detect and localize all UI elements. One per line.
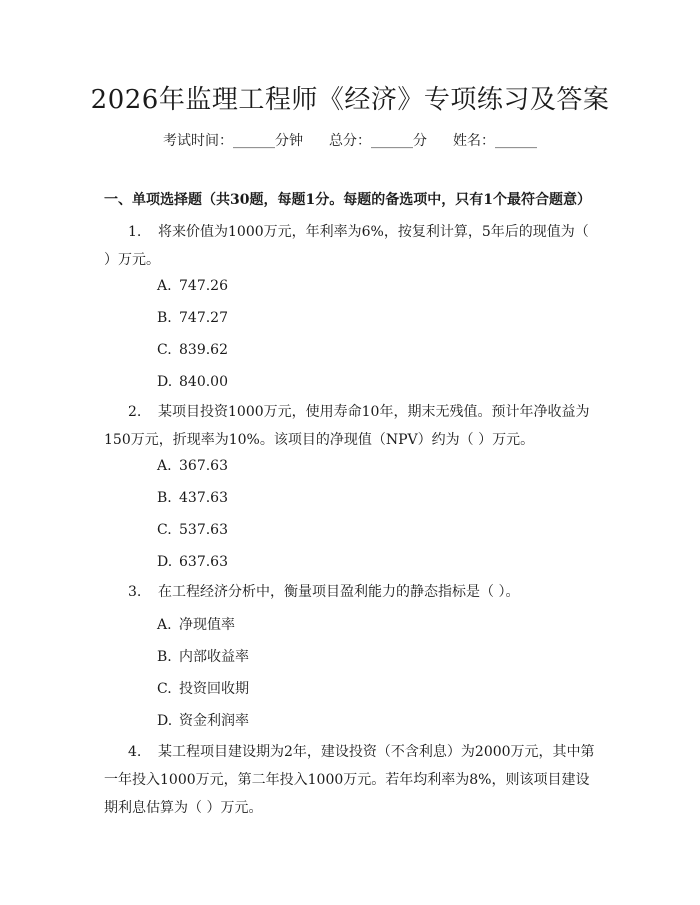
question-3-option-a (157, 615, 235, 635)
option-letter: C. (157, 342, 172, 358)
option-text: 437.63 (179, 490, 228, 506)
document-title: 2026年监理工程师《经济》专项练习及答案 (90, 85, 610, 115)
question-text: 某项目投资1000万元，使用寿命10年，期末无残值。预计年净收益为150万元，折现率为10%。该项目的净现值（NPV）约为（ ）万元。 (104, 404, 590, 448)
question-2-option-b (157, 488, 228, 508)
option-letter: C. (157, 681, 172, 697)
option-letter: D. (157, 713, 173, 729)
option-text: 资金利润率 (179, 713, 249, 729)
question-text: 在工程经济分析中，衡量项目盈利能力的静态指标是（ ）。 (158, 584, 520, 600)
question-3 (104, 578, 596, 606)
question-3-option-c (157, 679, 249, 699)
question-number: 2. (128, 404, 142, 420)
question-3-option-b (157, 647, 249, 667)
option-letter: A. (157, 617, 172, 633)
question-number: 4. (128, 744, 142, 760)
option-letter: B. (157, 310, 172, 326)
question-1-option-b (157, 308, 228, 328)
option-text: 840.00 (179, 374, 228, 390)
option-text: 747.26 (179, 278, 228, 294)
question-1-option-a (157, 276, 228, 296)
question-4 (104, 738, 596, 822)
option-text: 投资回收期 (179, 681, 249, 697)
option-letter: C. (157, 522, 172, 538)
question-2-option-d (157, 552, 228, 572)
total-score-field: 总分：______分 (329, 133, 427, 149)
option-letter: A. (157, 458, 172, 474)
option-text: 637.63 (179, 554, 228, 570)
option-letter: D. (157, 554, 173, 570)
exam-time-field: 考试时间：______分钟 (163, 133, 303, 149)
question-text: 某工程项目建设期为2年，建设投资（不含利息）为2000万元，其中第一年投入1000万元，第二年投入1000万元。若年均利率为8%，则该项目建设期利息估算为（ ）万元。 (104, 744, 595, 816)
question-1 (104, 218, 596, 274)
option-letter: A. (157, 278, 172, 294)
option-text: 537.63 (179, 522, 228, 538)
option-text: 367.63 (179, 458, 228, 474)
option-letter: D. (157, 374, 173, 390)
question-number: 3. (128, 584, 142, 600)
option-text: 839.62 (179, 342, 228, 358)
question-1-option-c (157, 340, 228, 360)
section-heading: 一、单项选择题（共30题，每题1分。每题的备选项中，只有1个最符合题意） (104, 192, 591, 208)
question-2-option-a (157, 456, 228, 476)
question-1-option-d (157, 372, 228, 392)
question-2-option-c (157, 520, 228, 540)
option-text: 747.27 (179, 310, 228, 326)
exam-meta-line (0, 131, 700, 151)
question-number: 1. (128, 224, 142, 240)
option-text: 内部收益率 (179, 649, 249, 665)
option-text: 净现值率 (179, 617, 235, 633)
option-letter: B. (157, 490, 172, 506)
question-3-option-d (157, 711, 249, 731)
name-field: 姓名：______ (453, 133, 537, 149)
question-text: 将来价值为1000万元，年利率为6%，按复利计算，5年后的现值为（ ）万元。 (104, 224, 589, 268)
question-2 (104, 398, 596, 454)
option-letter: B. (157, 649, 172, 665)
